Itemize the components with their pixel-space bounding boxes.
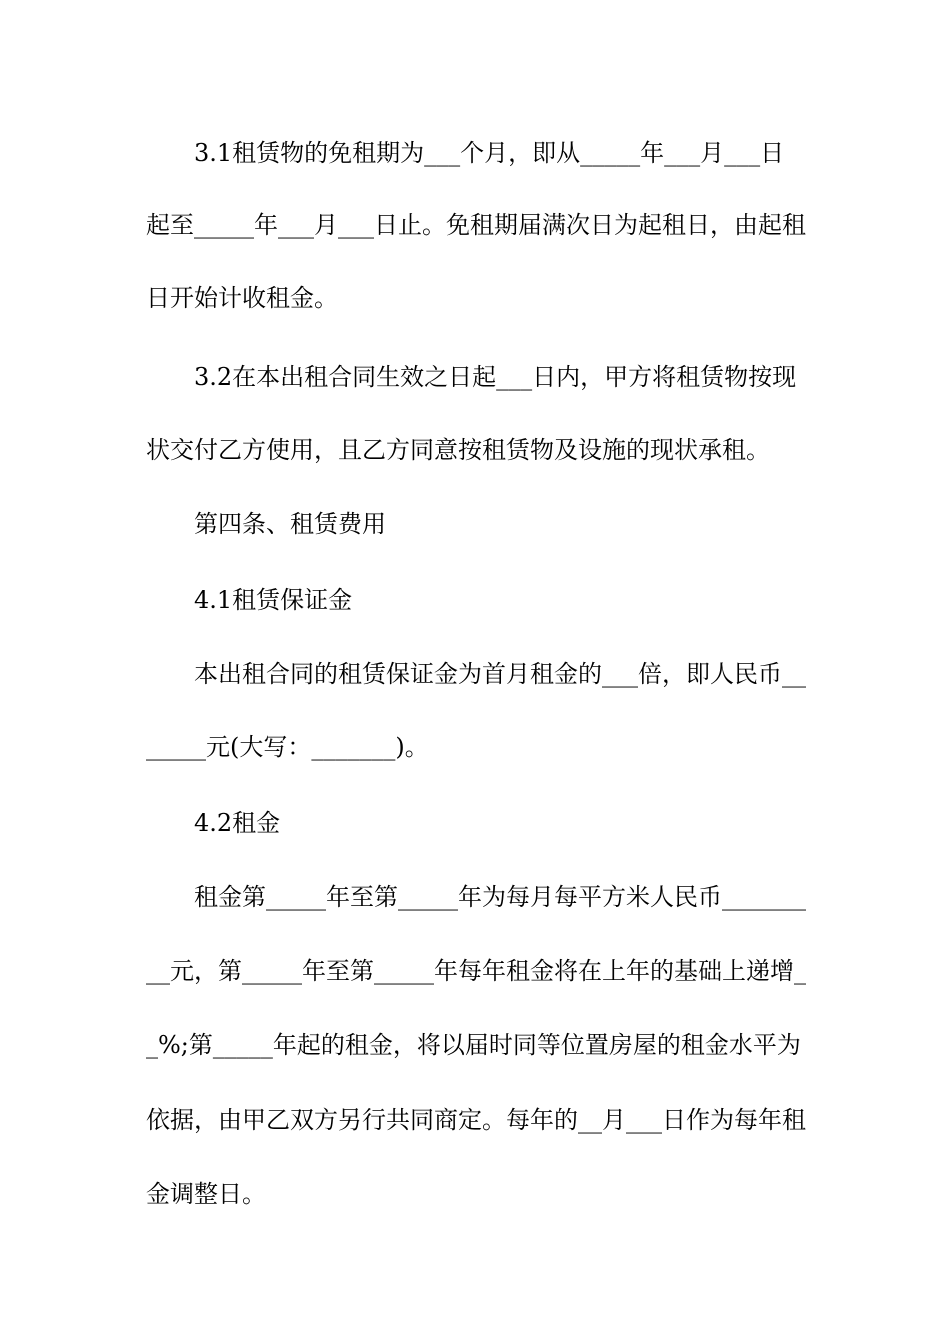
clause-4-2-line-2: __元，第_____年至第_____年每年租金将在上年的基础上递增_ <box>146 957 806 985</box>
clause-4-2-heading: 4.2租金 <box>194 809 281 837</box>
clause-3-1-line-1: 3.1租赁物的免租期为___个月，即从_____年___月___日 <box>194 139 785 167</box>
clause-3-1-line-2: 起至_____年___月___日止。免租期届满次日为起租日，由起租 <box>146 211 806 239</box>
clause-3-2-line-2: 状交付乙方使用，且乙方同意按租赁物及设施的现状承租。 <box>146 436 770 464</box>
clause-4-2-line-3: _%;第_____年起的租金，将以届时同等位置房屋的租金水平为 <box>146 1031 801 1059</box>
clause-4-2-line-4: 依据，由甲乙双方另行共同商定。每年的__月___日作为每年租 <box>146 1106 806 1134</box>
clause-4-1-line-2: _____元(大写：_______)。 <box>146 733 429 761</box>
clause-3-2-line-1: 3.2在本出租合同生效之日起___日内，甲方将租赁物按现 <box>194 363 797 391</box>
clause-4-2-line-5: 金调整日。 <box>146 1180 266 1208</box>
clause-4-1-heading: 4.1租赁保证金 <box>194 586 353 614</box>
article-4-heading: 第四条、租赁费用 <box>194 510 386 538</box>
clause-3-1-line-3: 日开始计收租金。 <box>146 284 338 312</box>
clause-4-1-line-1: 本出租合同的租赁保证金为首月租金的___倍，即人民币__ <box>194 660 806 688</box>
clause-4-2-line-1: 租金第_____年至第_____年为每月每平方米人民币_______ <box>194 883 806 911</box>
